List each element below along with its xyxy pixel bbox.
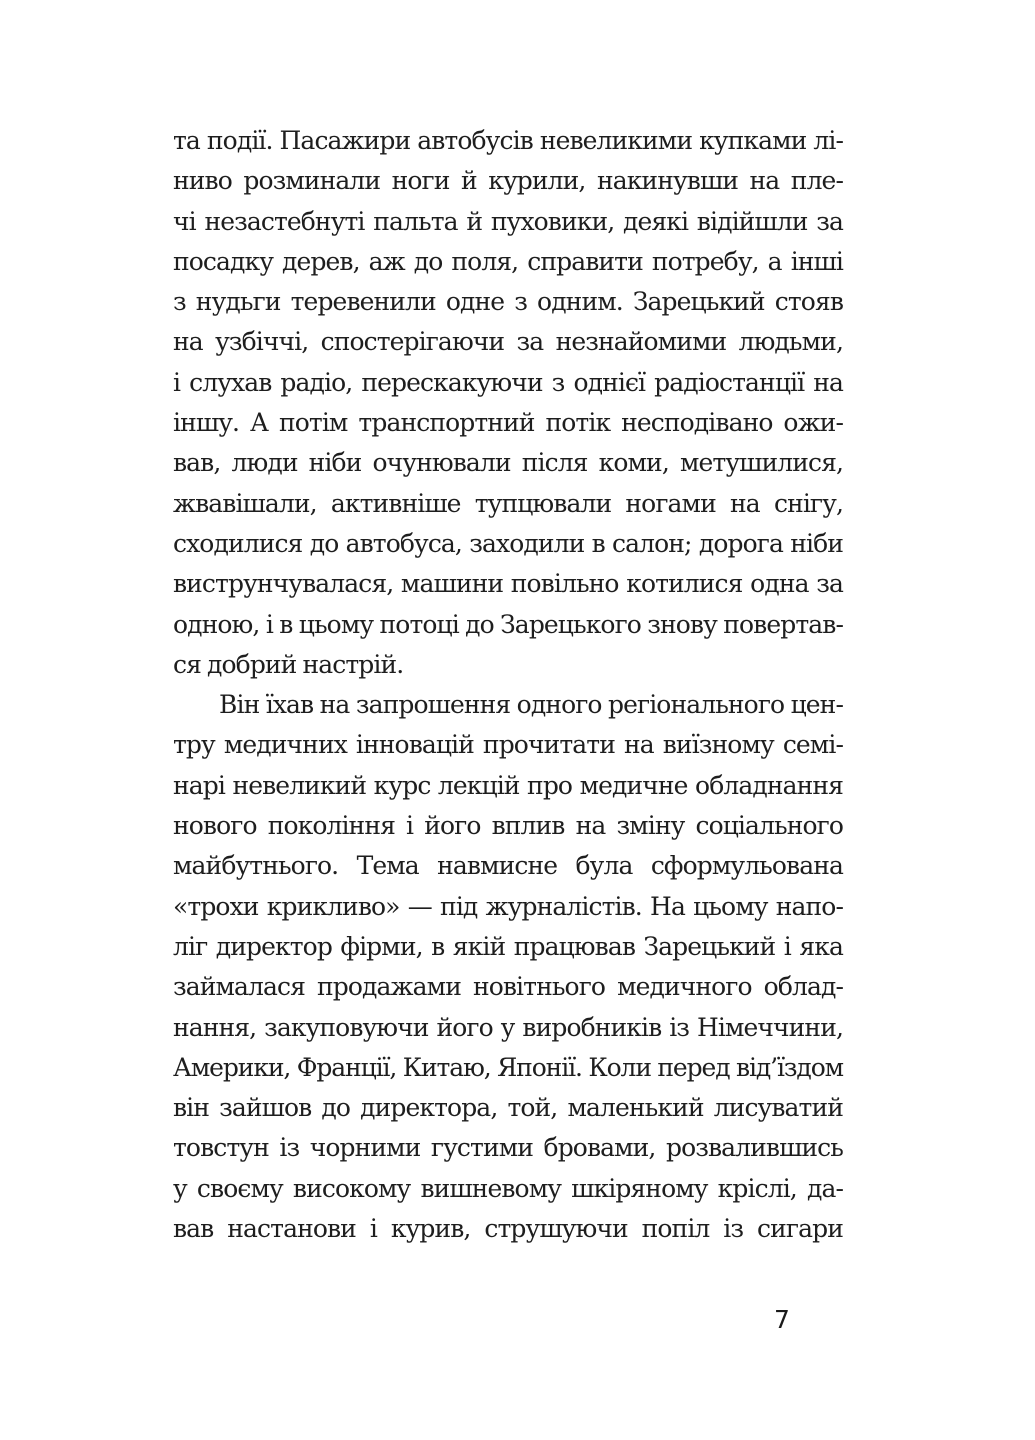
text-line: сходилися до автобуса, заходили в салон; дорога ніби [173, 528, 843, 558]
text-line: вав, люди ніби очунювали після коми, метушилися, [173, 448, 843, 478]
text-line: у своєму високому вишневому шкіряному кріслі, да- [173, 1173, 843, 1203]
text-line: та події. Пасажири автобусів невеликими купками лі- [173, 126, 843, 155]
text-line: посадку дерев, аж до поля, справити потребу, а інші [173, 246, 843, 276]
paragraph-1 [173, 121, 843, 685]
text-line: нарі невеликий курс лекцій про медичне обладнання [173, 770, 843, 800]
text-line: ліг директор фірми, в якій працював Зарецький і яка [173, 931, 843, 961]
body-text [173, 121, 843, 1249]
text-line: з нудьги теревенили одне з одним. Зарецький стояв [173, 287, 843, 317]
text-line: «трохи крикливо» — під журналістів. На цьому напо- [173, 891, 843, 921]
text-line: займалася продажами новітнього медичного облад- [173, 972, 843, 1002]
text-line: Америки, Франції, Китаю, Японії. Коли перед від’їздом [173, 1052, 843, 1082]
text-line: на узбіччі, спостерігаючи за незнайомими людьми, [173, 327, 843, 357]
page-number: 7 [774, 1305, 790, 1334]
paragraph-2 [173, 685, 843, 1249]
text-line: Він їхав на запрошення одного регіонального цен- [219, 690, 843, 720]
text-line: одною, і в цьому потоці до Зарецького знову повертав- [173, 609, 843, 639]
text-line: тру медичних інновацій прочитати на виїзному семі- [173, 730, 843, 760]
text-line: нання, закуповуючи його у виробників із Німеччини, [173, 1012, 843, 1042]
text-line: іншу. А потім транспортний потік несподівано ожи- [173, 408, 843, 438]
text-line: вав настанови і курив, струшуючи попіл із сигари [173, 1214, 843, 1244]
text-line: він зайшов до директора, той, маленький лисуватий [173, 1093, 843, 1123]
text-line: чі незастебнуті пальта й пуховики, деякі відійшли за [173, 206, 843, 236]
text-line: і слухав радіо, перескакуючи з однієї радіостанції на [173, 367, 843, 397]
text-line: ниво розминали ноги й курили, накинувши на пле- [173, 166, 843, 196]
text-line: нового покоління і його вплив на зміну соціального [173, 811, 843, 841]
text-line: майбутнього. Тема навмисне була сформульована [173, 851, 843, 881]
text-line: товстун із чорними густими бровами, розвалившись [173, 1133, 843, 1163]
text-line: виструнчувалася, машини повільно котилися одна за [173, 569, 843, 599]
text-line: жвавішали, активніше тупцювали ногами на снігу, [173, 488, 843, 518]
text-line: ся добрий настрій. [173, 649, 404, 679]
